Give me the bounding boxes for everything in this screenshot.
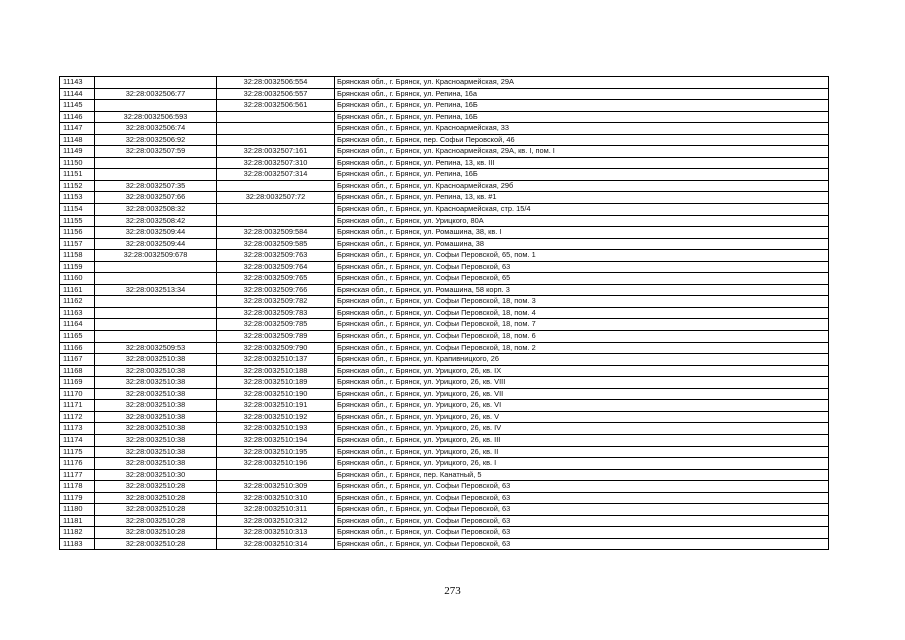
object-cadastral-cell: 32:28:0032510:190 — [217, 388, 335, 400]
table-row — [60, 146, 829, 158]
land-cadastral-cell — [95, 77, 217, 89]
object-cadastral-cell: 32:28:0032509:766 — [217, 284, 335, 296]
table-row — [60, 319, 829, 331]
object-cadastral-cell — [217, 180, 335, 192]
table-row — [60, 192, 829, 204]
table-row — [60, 296, 829, 308]
address-cell: Брянская обл., г. Брянск, ул. Софьи Перовской, 18, пом. 3 — [335, 296, 829, 308]
land-cadastral-cell — [95, 319, 217, 331]
land-cadastral-cell — [95, 296, 217, 308]
row-number-cell: 11155 — [60, 215, 95, 227]
table-row — [60, 100, 829, 112]
table-row — [60, 215, 829, 227]
page-number: 273 — [444, 585, 461, 597]
table-row — [60, 331, 829, 343]
land-cadastral-cell: 32:28:0032510:38 — [95, 411, 217, 423]
address-cell: Брянская обл., г. Брянск, ул. Урицкого, 26, кв. III — [335, 434, 829, 446]
address-cell: Брянская обл., г. Брянск, ул. Урицкого, 26, кв. IV — [335, 423, 829, 435]
object-cadastral-cell: 32:28:0032510:193 — [217, 423, 335, 435]
land-cadastral-cell: 32:28:0032510:38 — [95, 434, 217, 446]
table-row — [60, 169, 829, 181]
land-cadastral-cell: 32:28:0032506:74 — [95, 123, 217, 135]
registry-table-body — [60, 77, 829, 550]
row-number-cell: 11152 — [60, 180, 95, 192]
address-cell: Брянская обл., г. Брянск, ул. Ромашина, 38, кв. I — [335, 227, 829, 239]
address-cell: Брянская обл., г. Брянск, ул. Урицкого, 26, кв. II — [335, 446, 829, 458]
row-number-cell: 11166 — [60, 342, 95, 354]
land-cadastral-cell — [95, 307, 217, 319]
address-cell: Брянская обл., г. Брянск, ул. Софьи Перовской, 63 — [335, 527, 829, 539]
row-number-cell: 11168 — [60, 365, 95, 377]
address-cell: Брянская обл., г. Брянск, ул. Репина, 16а — [335, 88, 829, 100]
row-number-cell: 11183 — [60, 538, 95, 550]
land-cadastral-cell: 32:28:0032510:28 — [95, 515, 217, 527]
object-cadastral-cell: 32:28:0032510:195 — [217, 446, 335, 458]
object-cadastral-cell — [217, 123, 335, 135]
address-cell: Брянская обл., г. Брянск, ул. Урицкого, 26, кв. V — [335, 411, 829, 423]
row-number-cell: 11175 — [60, 446, 95, 458]
object-cadastral-cell: 32:28:0032510:196 — [217, 458, 335, 470]
row-number-cell: 11156 — [60, 227, 95, 239]
land-cadastral-cell: 32:28:0032510:38 — [95, 388, 217, 400]
table-row — [60, 458, 829, 470]
table-row — [60, 365, 829, 377]
object-cadastral-cell: 32:28:0032510:313 — [217, 527, 335, 539]
row-number-cell: 11176 — [60, 458, 95, 470]
row-number-cell: 11143 — [60, 77, 95, 89]
row-number-cell: 11146 — [60, 111, 95, 123]
address-cell: Брянская обл., г. Брянск, ул. Софьи Перовской, 18, пом. 6 — [335, 331, 829, 343]
address-cell: Брянская обл., г. Брянск, ул. Софьи Перовской, 65 — [335, 273, 829, 285]
address-cell: Брянская обл., г. Брянск, ул. Красноармейская, 33 — [335, 123, 829, 135]
table-row — [60, 434, 829, 446]
object-cadastral-cell: 32:28:0032507:314 — [217, 169, 335, 181]
row-number-cell: 11151 — [60, 169, 95, 181]
land-cadastral-cell: 32:28:0032507:66 — [95, 192, 217, 204]
object-cadastral-cell: 32:28:0032507:161 — [217, 146, 335, 158]
table-row — [60, 77, 829, 89]
table-row — [60, 411, 829, 423]
table-row — [60, 400, 829, 412]
object-cadastral-cell: 32:28:0032510:137 — [217, 354, 335, 366]
land-cadastral-cell: 32:28:0032509:44 — [95, 238, 217, 250]
land-cadastral-cell: 32:28:0032508:42 — [95, 215, 217, 227]
object-cadastral-cell: 32:28:0032509:764 — [217, 261, 335, 273]
row-number-cell: 11165 — [60, 331, 95, 343]
address-cell: Брянская обл., г. Брянск, ул. Крапивницкого, 26 — [335, 354, 829, 366]
table-row — [60, 111, 829, 123]
row-number-cell: 11181 — [60, 515, 95, 527]
land-cadastral-cell: 32:28:0032506:77 — [95, 88, 217, 100]
land-cadastral-cell — [95, 261, 217, 273]
row-number-cell: 11160 — [60, 273, 95, 285]
address-cell: Брянская обл., г. Брянск, ул. Софьи Перовской, 65, пом. 1 — [335, 250, 829, 262]
land-cadastral-cell: 32:28:0032509:53 — [95, 342, 217, 354]
land-cadastral-cell: 32:28:0032510:38 — [95, 446, 217, 458]
table-row — [60, 307, 829, 319]
land-cadastral-cell: 32:28:0032510:38 — [95, 400, 217, 412]
row-number-cell: 11161 — [60, 284, 95, 296]
row-number-cell: 11162 — [60, 296, 95, 308]
row-number-cell: 11171 — [60, 400, 95, 412]
table-row — [60, 123, 829, 135]
table-row — [60, 481, 829, 493]
object-cadastral-cell — [217, 134, 335, 146]
row-number-cell: 11148 — [60, 134, 95, 146]
table-row — [60, 354, 829, 366]
table-row — [60, 238, 829, 250]
row-number-cell: 11153 — [60, 192, 95, 204]
land-cadastral-cell: 32:28:0032507:35 — [95, 180, 217, 192]
object-cadastral-cell: 32:28:0032510:310 — [217, 492, 335, 504]
row-number-cell: 11180 — [60, 504, 95, 516]
land-cadastral-cell: 32:28:0032510:38 — [95, 354, 217, 366]
row-number-cell: 11173 — [60, 423, 95, 435]
row-number-cell: 11169 — [60, 377, 95, 389]
table-row — [60, 284, 829, 296]
land-cadastral-cell: 32:28:0032510:38 — [95, 423, 217, 435]
table-row — [60, 446, 829, 458]
object-cadastral-cell — [217, 469, 335, 481]
land-cadastral-cell: 32:28:0032510:28 — [95, 481, 217, 493]
object-cadastral-cell: 32:28:0032510:312 — [217, 515, 335, 527]
row-number-cell: 11164 — [60, 319, 95, 331]
table-row — [60, 204, 829, 216]
address-cell: Брянская обл., г. Брянск, ул. Урицкого, 26, кв. VI — [335, 400, 829, 412]
table-row — [60, 227, 829, 239]
object-cadastral-cell: 32:28:0032509:763 — [217, 250, 335, 262]
table-row — [60, 492, 829, 504]
object-cadastral-cell: 32:28:0032510:189 — [217, 377, 335, 389]
land-cadastral-cell: 32:28:0032510:30 — [95, 469, 217, 481]
object-cadastral-cell — [217, 204, 335, 216]
row-number-cell: 11174 — [60, 434, 95, 446]
row-number-cell: 11154 — [60, 204, 95, 216]
land-cadastral-cell: 32:28:0032510:28 — [95, 527, 217, 539]
address-cell: Брянская обл., г. Брянск, ул. Урицкого, 26, кв. IX — [335, 365, 829, 377]
address-cell: Брянская обл., г. Брянск, ул. Софьи Перовской, 18, пом. 2 — [335, 342, 829, 354]
object-cadastral-cell: 32:28:0032509:585 — [217, 238, 335, 250]
address-cell: Брянская обл., г. Брянск, ул. Красноармейская, 29б — [335, 180, 829, 192]
object-cadastral-cell: 32:28:0032510:192 — [217, 411, 335, 423]
land-cadastral-cell: 32:28:0032510:28 — [95, 504, 217, 516]
address-cell: Брянская обл., г. Брянск, ул. Урицкого, 26, кв. VII — [335, 388, 829, 400]
address-cell: Брянская обл., г. Брянск, пер. Софьи Перовской, 46 — [335, 134, 829, 146]
address-cell: Брянская обл., г. Брянск, ул. Софьи Перовской, 18, пом. 7 — [335, 319, 829, 331]
address-cell: Брянская обл., г. Брянск, ул. Репина, 13, кв. #1 — [335, 192, 829, 204]
object-cadastral-cell: 32:28:0032509:785 — [217, 319, 335, 331]
address-cell: Брянская обл., г. Брянск, ул. Ромашина, 58 корп. 3 — [335, 284, 829, 296]
row-number-cell: 11172 — [60, 411, 95, 423]
table-row — [60, 504, 829, 516]
object-cadastral-cell: 32:28:0032509:789 — [217, 331, 335, 343]
table-row — [60, 342, 829, 354]
table-row — [60, 527, 829, 539]
address-cell: Брянская обл., г. Брянск, ул. Ромашина, 38 — [335, 238, 829, 250]
land-cadastral-cell: 32:28:0032510:38 — [95, 365, 217, 377]
address-cell: Брянская обл., г. Брянск, ул. Красноармейская, 29А, кв. I, пом. I — [335, 146, 829, 158]
land-cadastral-cell: 32:28:0032510:28 — [95, 492, 217, 504]
table-row — [60, 377, 829, 389]
object-cadastral-cell: 32:28:0032507:310 — [217, 157, 335, 169]
address-cell: Брянская обл., г. Брянск, ул. Репина, 13, кв. III — [335, 157, 829, 169]
object-cadastral-cell: 32:28:0032509:584 — [217, 227, 335, 239]
address-cell: Брянская обл., г. Брянск, ул. Софьи Перовской, 63 — [335, 504, 829, 516]
object-cadastral-cell: 32:28:0032510:188 — [217, 365, 335, 377]
table-row — [60, 157, 829, 169]
land-cadastral-cell: 32:28:0032506:92 — [95, 134, 217, 146]
row-number-cell: 11149 — [60, 146, 95, 158]
table-row — [60, 250, 829, 262]
address-cell: Брянская обл., г. Брянск, пер. Канатный, 5 — [335, 469, 829, 481]
object-cadastral-cell: 32:28:0032510:311 — [217, 504, 335, 516]
row-number-cell: 11150 — [60, 157, 95, 169]
object-cadastral-cell: 32:28:0032510:314 — [217, 538, 335, 550]
address-cell: Брянская обл., г. Брянск, ул. Урицкого, 26, кв. VIII — [335, 377, 829, 389]
row-number-cell: 11144 — [60, 88, 95, 100]
object-cadastral-cell — [217, 215, 335, 227]
land-cadastral-cell: 32:28:0032510:38 — [95, 458, 217, 470]
row-number-cell: 11167 — [60, 354, 95, 366]
address-cell: Брянская обл., г. Брянск, ул. Репина, 16Б — [335, 111, 829, 123]
row-number-cell: 11147 — [60, 123, 95, 135]
object-cadastral-cell: 32:28:0032509:783 — [217, 307, 335, 319]
address-cell: Брянская обл., г. Брянск, ул. Красноармейская, 29А — [335, 77, 829, 89]
row-number-cell: 11157 — [60, 238, 95, 250]
address-cell: Брянская обл., г. Брянск, ул. Софьи Перовской, 63 — [335, 515, 829, 527]
land-cadastral-cell — [95, 157, 217, 169]
address-cell: Брянская обл., г. Брянск, ул. Софьи Перовской, 63 — [335, 481, 829, 493]
object-cadastral-cell: 32:28:0032510:194 — [217, 434, 335, 446]
table-row — [60, 538, 829, 550]
object-cadastral-cell: 32:28:0032507:72 — [217, 192, 335, 204]
object-cadastral-cell: 32:28:0032506:557 — [217, 88, 335, 100]
row-number-cell: 11145 — [60, 100, 95, 112]
address-cell: Брянская обл., г. Брянск, ул. Софьи Перовской, 18, пом. 4 — [335, 307, 829, 319]
land-cadastral-cell: 32:28:0032506:593 — [95, 111, 217, 123]
table-row — [60, 180, 829, 192]
land-cadastral-cell: 32:28:0032508:32 — [95, 204, 217, 216]
table-row — [60, 273, 829, 285]
object-cadastral-cell: 32:28:0032506:561 — [217, 100, 335, 112]
table-row — [60, 134, 829, 146]
object-cadastral-cell: 32:28:0032509:790 — [217, 342, 335, 354]
table-row — [60, 388, 829, 400]
land-cadastral-cell — [95, 100, 217, 112]
land-cadastral-cell: 32:28:0032509:44 — [95, 227, 217, 239]
row-number-cell: 11178 — [60, 481, 95, 493]
address-cell: Брянская обл., г. Брянск, ул. Репина, 16Б — [335, 100, 829, 112]
object-cadastral-cell: 32:28:0032506:554 — [217, 77, 335, 89]
object-cadastral-cell: 32:28:0032509:782 — [217, 296, 335, 308]
table-row — [60, 469, 829, 481]
row-number-cell: 11182 — [60, 527, 95, 539]
land-cadastral-cell — [95, 331, 217, 343]
row-number-cell: 11177 — [60, 469, 95, 481]
address-cell: Брянская обл., г. Брянск, ул. Урицкого, 26, кв. I — [335, 458, 829, 470]
address-cell: Брянская обл., г. Брянск, ул. Софьи Перовской, 63 — [335, 492, 829, 504]
row-number-cell: 11158 — [60, 250, 95, 262]
land-cadastral-cell — [95, 169, 217, 181]
table-row — [60, 261, 829, 273]
land-cadastral-cell: 32:28:0032507:59 — [95, 146, 217, 158]
row-number-cell: 11159 — [60, 261, 95, 273]
land-cadastral-cell — [95, 273, 217, 285]
land-cadastral-cell: 32:28:0032513:34 — [95, 284, 217, 296]
address-cell: Брянская обл., г. Брянск, ул. Красноармейская, стр. 15/4 — [335, 204, 829, 216]
land-cadastral-cell: 32:28:0032510:38 — [95, 377, 217, 389]
address-cell: Брянская обл., г. Брянск, ул. Урицкого, 80А — [335, 215, 829, 227]
land-cadastral-cell: 32:28:0032510:28 — [95, 538, 217, 550]
registry-table — [59, 76, 829, 550]
table-row — [60, 88, 829, 100]
address-cell: Брянская обл., г. Брянск, ул. Софьи Перовской, 63 — [335, 538, 829, 550]
object-cadastral-cell: 32:28:0032510:191 — [217, 400, 335, 412]
table-row — [60, 515, 829, 527]
row-number-cell: 11179 — [60, 492, 95, 504]
address-cell: Брянская обл., г. Брянск, ул. Софьи Перовской, 63 — [335, 261, 829, 273]
table-row — [60, 423, 829, 435]
object-cadastral-cell: 32:28:0032509:765 — [217, 273, 335, 285]
object-cadastral-cell: 32:28:0032510:309 — [217, 481, 335, 493]
address-cell: Брянская обл., г. Брянск, ул. Репина, 16Б — [335, 169, 829, 181]
row-number-cell: 11163 — [60, 307, 95, 319]
object-cadastral-cell — [217, 111, 335, 123]
land-cadastral-cell: 32:28:0032509:678 — [95, 250, 217, 262]
row-number-cell: 11170 — [60, 388, 95, 400]
